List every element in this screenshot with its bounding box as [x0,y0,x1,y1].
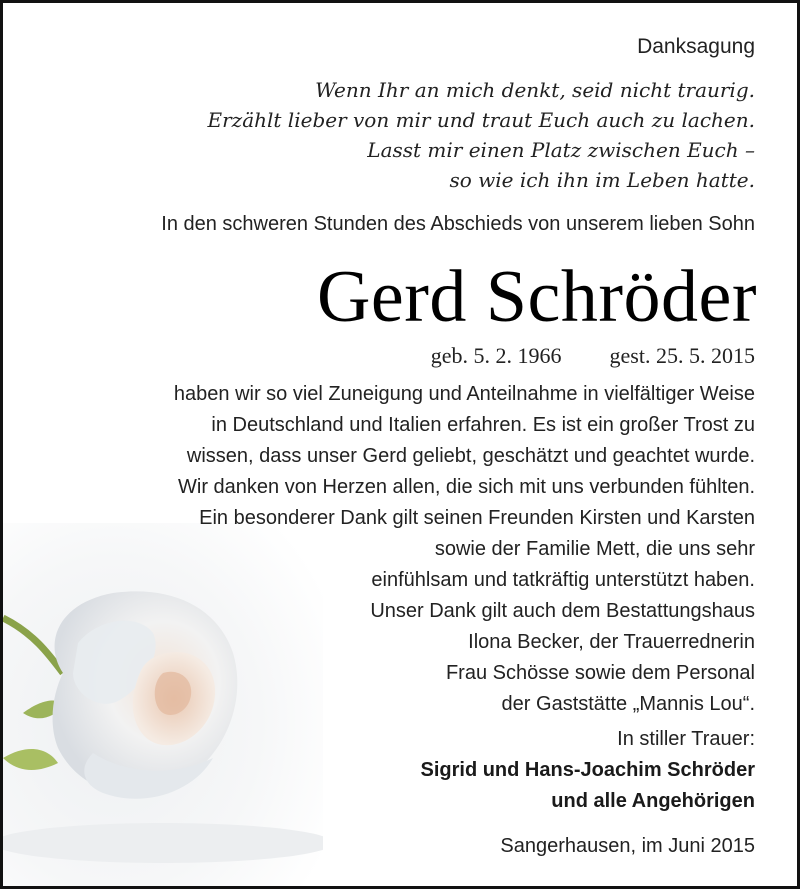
white-rose-image [3,523,323,886]
intro-text: In den schweren Stunden des Abschieds von unserem lieben Sohn [161,213,755,235]
body-line: der Gaststätte „Mannis Lou“. [501,693,755,715]
body-line: Wir danken von Herzen allen, die sich mit uns verbunden fühlten. [178,476,755,498]
body-line: Unser Dank gilt auch dem Bestattungshaus [370,600,755,622]
life-dates [431,343,755,369]
body-line: einfühlsam und tatkräftig unterstützt haben. [371,569,755,591]
body-line: in Deutschland und Italien erfahren. Es ist ein großer Trost zu [211,414,755,436]
poem-line: Erzählt lieber von mir und traut Euch auch zu lachen. [207,108,755,132]
mourner-line: und alle Angehörigen [551,790,755,812]
poem-line: Lasst mir einen Platz zwischen Euch – [367,138,755,162]
body-line: Frau Schösse sowie dem Personal [445,662,755,684]
heading-danksagung: Danksagung [637,35,755,58]
body-line: haben wir so viel Zuneigung und Anteilnahme in vielfältiger Weise [173,383,755,405]
body-line: Ein besonderer Dank gilt seinen Freunden Kirsten und Karsten [199,507,755,529]
poem-line: so wie ich ihn im Leben hatte. [449,168,755,192]
body-line: sowie der Familie Mett, die uns sehr [434,538,755,560]
mourner-line: Sigrid und Hans-Joachim Schröder [420,759,755,781]
poem-line: Wenn Ihr an mich denkt, seid nicht traurig. [315,78,755,102]
mourning-label: In stiller Trauer: [617,728,755,750]
birth-date: geb. 5. 2. 1966 [430,343,562,368]
death-date: gest. 25. 5. 2015 [609,343,755,368]
place-date: Sangerhausen, im Juni 2015 [500,835,755,857]
body-line: wissen, dass unser Gerd geliebt, geschätzt und geachtet wurde. [186,445,755,467]
body-line: Ilona Becker, der Trauerrednerin [468,631,755,653]
deceased-name: Gerd Schröder [316,256,757,338]
